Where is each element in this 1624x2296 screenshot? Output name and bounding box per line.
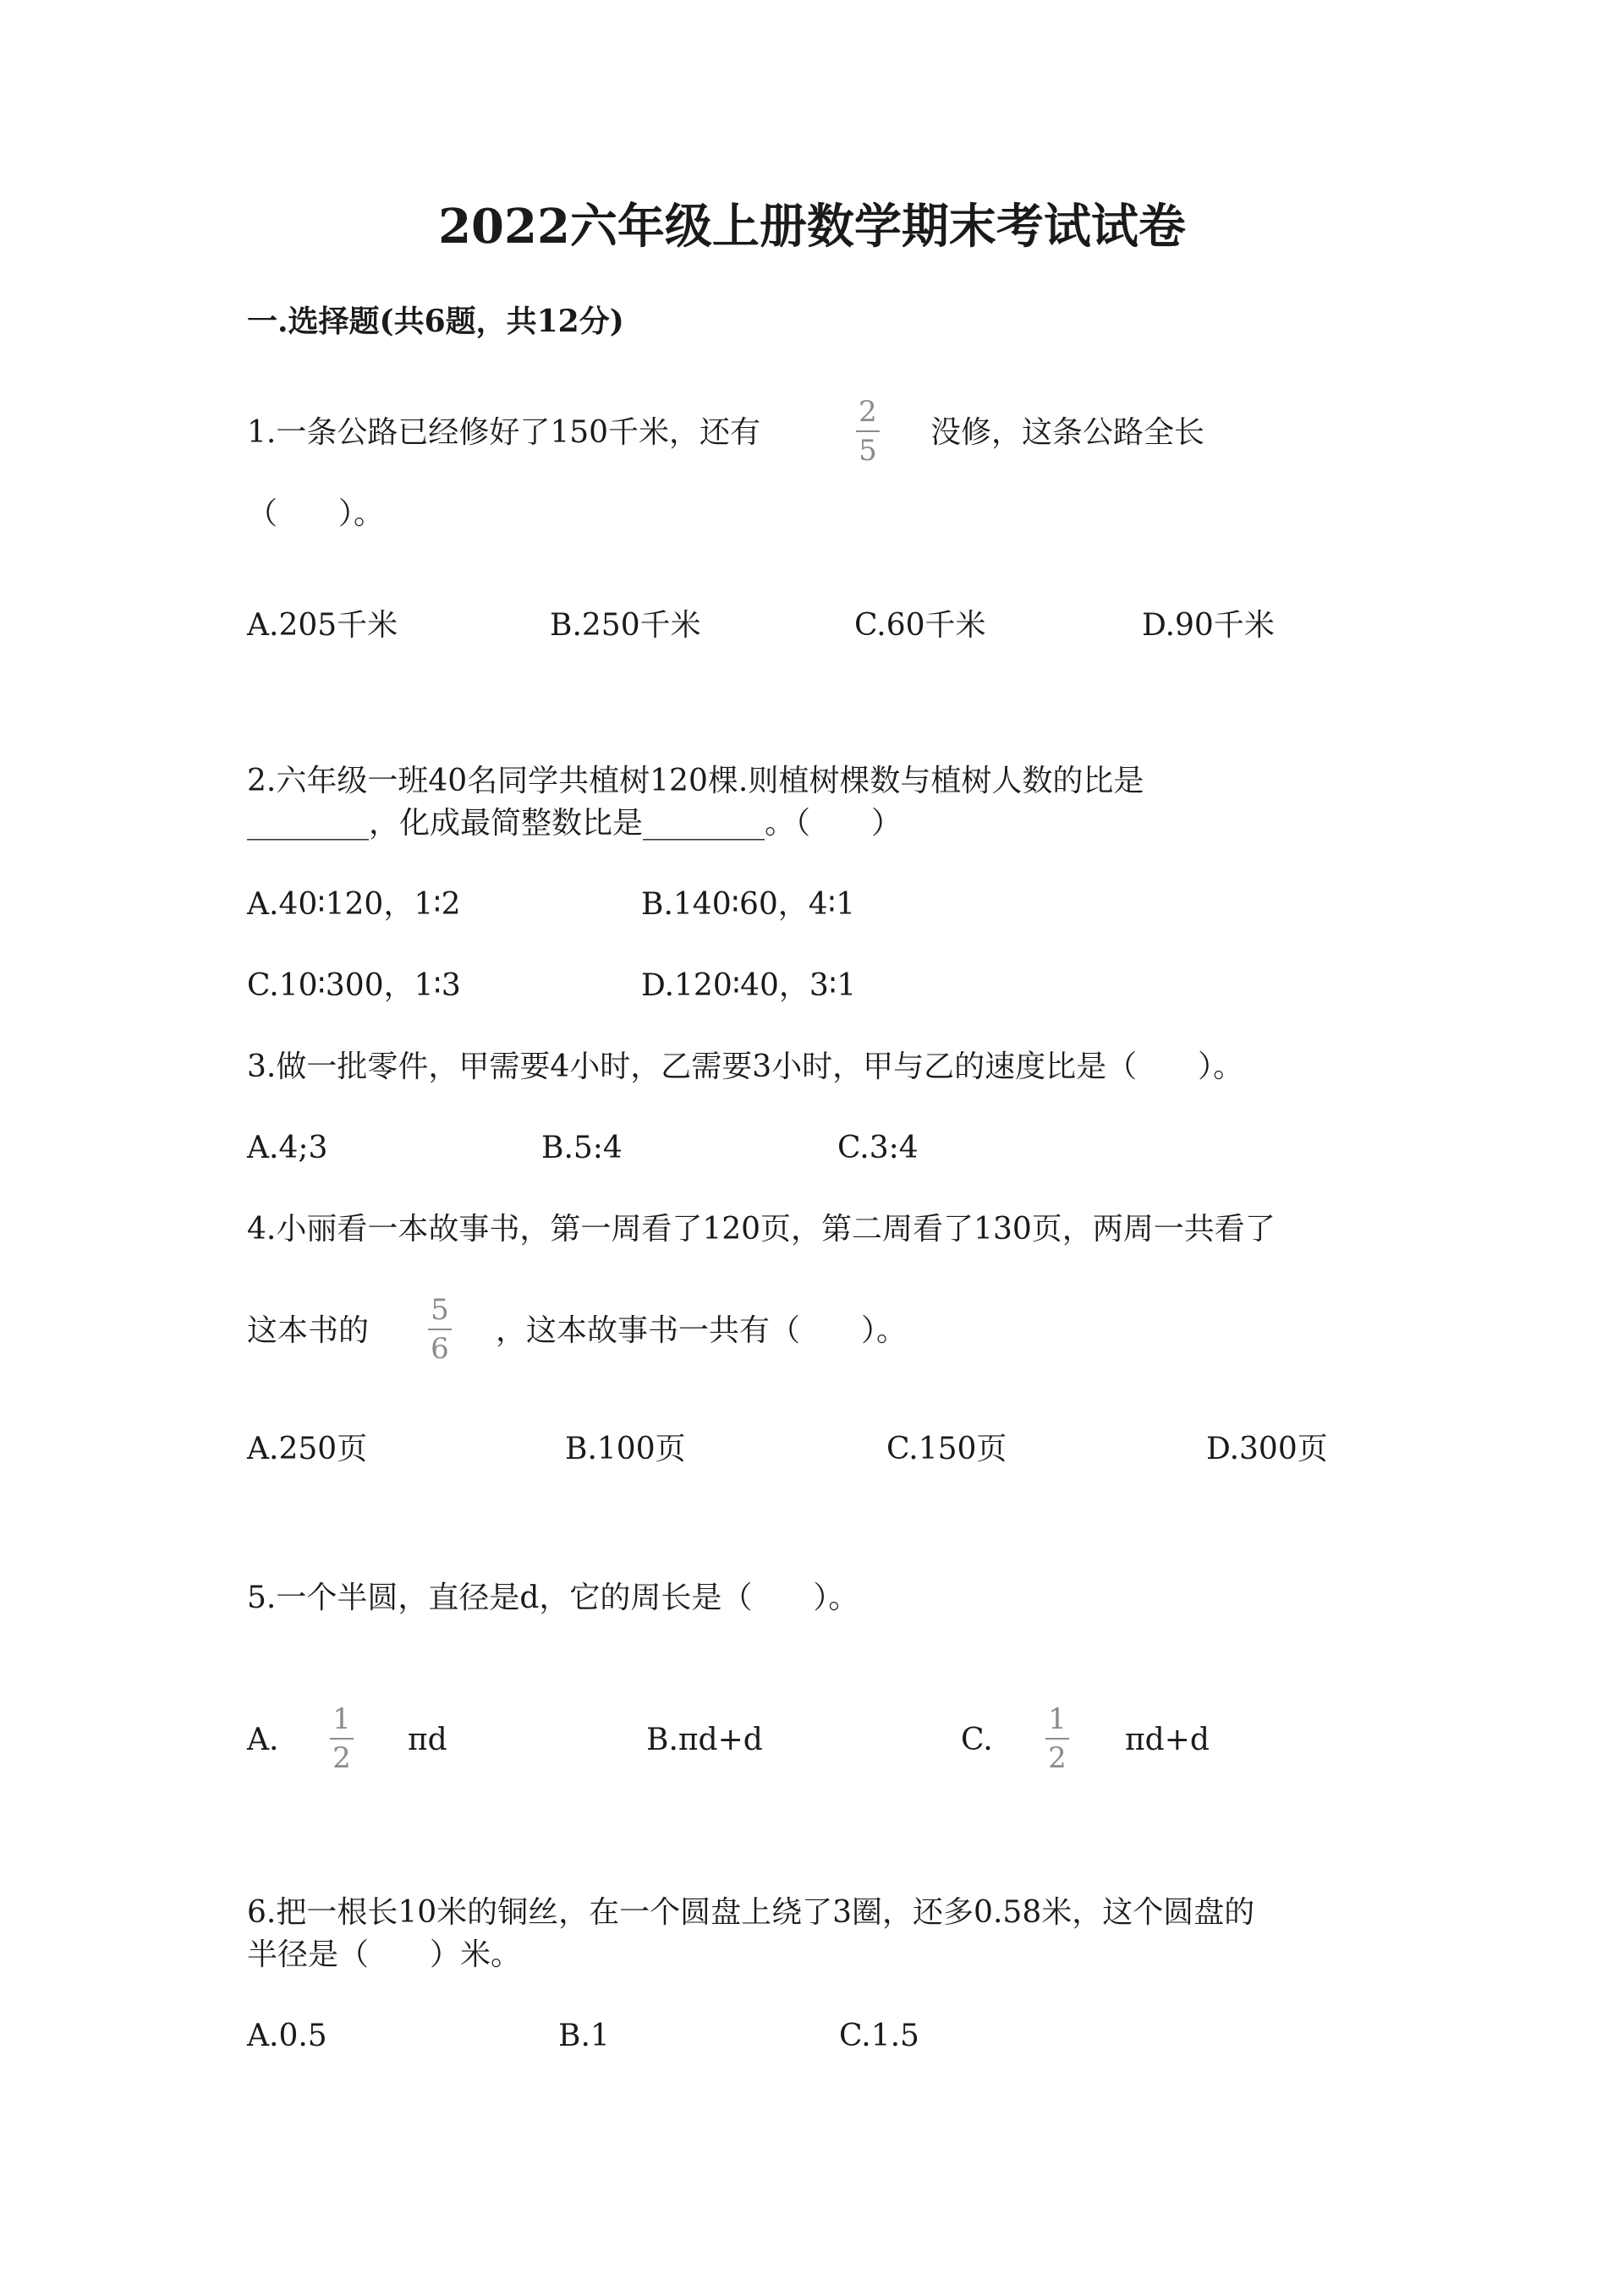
q1-fraction-numerator: 2 xyxy=(859,395,877,429)
q2-text-line1: 2.六年级一班40名同学共植树120棵.则植树棵数与植树人数的比是 xyxy=(247,764,1144,798)
q6-option-a[interactable]: A.0.5 xyxy=(247,2019,327,2053)
q6-text-line1: 6.把一根长10米的铜丝，在一个圆盘上绕了3圈，还多0.58米，这个圆盘的 xyxy=(247,1895,1255,1930)
q2-option-a[interactable]: A.40∶120，1∶2 xyxy=(247,887,461,922)
q1-text-post: 没修，这条公路全长 xyxy=(930,415,1205,450)
q1-text-line2: （ ）。 xyxy=(247,496,385,531)
q1-fraction-denominator: 5 xyxy=(859,434,877,468)
q3-text-line1: 3.做一批零件，甲需要4小时，乙需要3小时，甲与乙的速度比是（ ）。 xyxy=(247,1049,1244,1084)
q4-option-d[interactable]: D.300页 xyxy=(1206,1432,1328,1466)
q2-option-d[interactable]: D.120∶40，3∶1 xyxy=(641,968,857,1003)
q3-option-a[interactable]: A.4;3 xyxy=(247,1131,328,1165)
q6-option-b[interactable]: B.1 xyxy=(558,2019,610,2053)
q6-text-line2: 半径是（ ）米。 xyxy=(247,1937,522,1972)
q5-text-line1: 5.一个半圆，直径是d，它的周长是（ ）。 xyxy=(247,1581,859,1615)
q4-text-post: ，这本故事书一共有（ ）。 xyxy=(496,1313,908,1348)
fraction-bar xyxy=(1045,1738,1069,1740)
q1-option-c[interactable]: C.60千米 xyxy=(854,608,986,643)
q2-option-b[interactable]: B.140∶60，4∶1 xyxy=(641,887,855,922)
q2-option-c[interactable]: C.10∶300，1∶3 xyxy=(247,968,461,1003)
fraction-bar xyxy=(428,1329,452,1330)
q5-option-a-denominator: 2 xyxy=(332,1741,351,1775)
q5-option-b[interactable]: B.πd+d xyxy=(646,1723,763,1757)
q1-option-a[interactable]: A.205千米 xyxy=(247,608,398,643)
fraction-bar xyxy=(856,430,880,432)
q5-option-c-label: C. xyxy=(961,1723,993,1757)
page-title: 2022六年级上册数学期末考试试卷 xyxy=(438,199,1186,255)
q5-option-c-denominator: 2 xyxy=(1048,1741,1067,1775)
section-heading: 一.选择题(共6题，共12分) xyxy=(247,304,624,339)
q4-fraction xyxy=(428,1293,452,1366)
q1-option-b[interactable]: B.250千米 xyxy=(550,608,701,643)
q1-text-pre: 1.一条公路已经修好了150千米，还有 xyxy=(247,415,761,450)
q3-option-c[interactable]: C.3:4 xyxy=(837,1131,919,1165)
fraction-bar xyxy=(330,1738,354,1740)
q4-text-pre: 这本书的 xyxy=(247,1313,370,1348)
q4-option-b[interactable]: B.100页 xyxy=(565,1432,686,1466)
q5-option-c-numerator: 1 xyxy=(1048,1702,1067,1736)
q3-option-b[interactable]: B.5:4 xyxy=(541,1131,623,1165)
q4-text-line1: 4.小丽看一本故事书，第一周看了120页，第二周看了130页，两周一共看了 xyxy=(247,1212,1276,1247)
q4-fraction-denominator: 6 xyxy=(431,1332,449,1366)
q4-option-c[interactable]: C.150页 xyxy=(886,1432,1007,1466)
q6-option-c[interactable]: C.1.5 xyxy=(839,2019,919,2053)
q2-text-line2: ________，化成最简整数比是________。（ ） xyxy=(247,806,903,841)
q5-option-a-numerator: 1 xyxy=(332,1702,351,1736)
q4-option-a[interactable]: A.250页 xyxy=(247,1432,368,1466)
q5-option-c-fraction xyxy=(1045,1702,1069,1775)
q5-option-a-text: πd xyxy=(408,1723,447,1757)
q1-fraction xyxy=(856,395,880,468)
q5-option-a-label: A. xyxy=(247,1723,279,1757)
q4-fraction-numerator: 5 xyxy=(431,1293,449,1327)
q5-option-c-text: πd+d xyxy=(1125,1723,1210,1757)
q1-option-d[interactable]: D.90千米 xyxy=(1142,608,1275,643)
q5-option-a-fraction xyxy=(330,1702,354,1775)
